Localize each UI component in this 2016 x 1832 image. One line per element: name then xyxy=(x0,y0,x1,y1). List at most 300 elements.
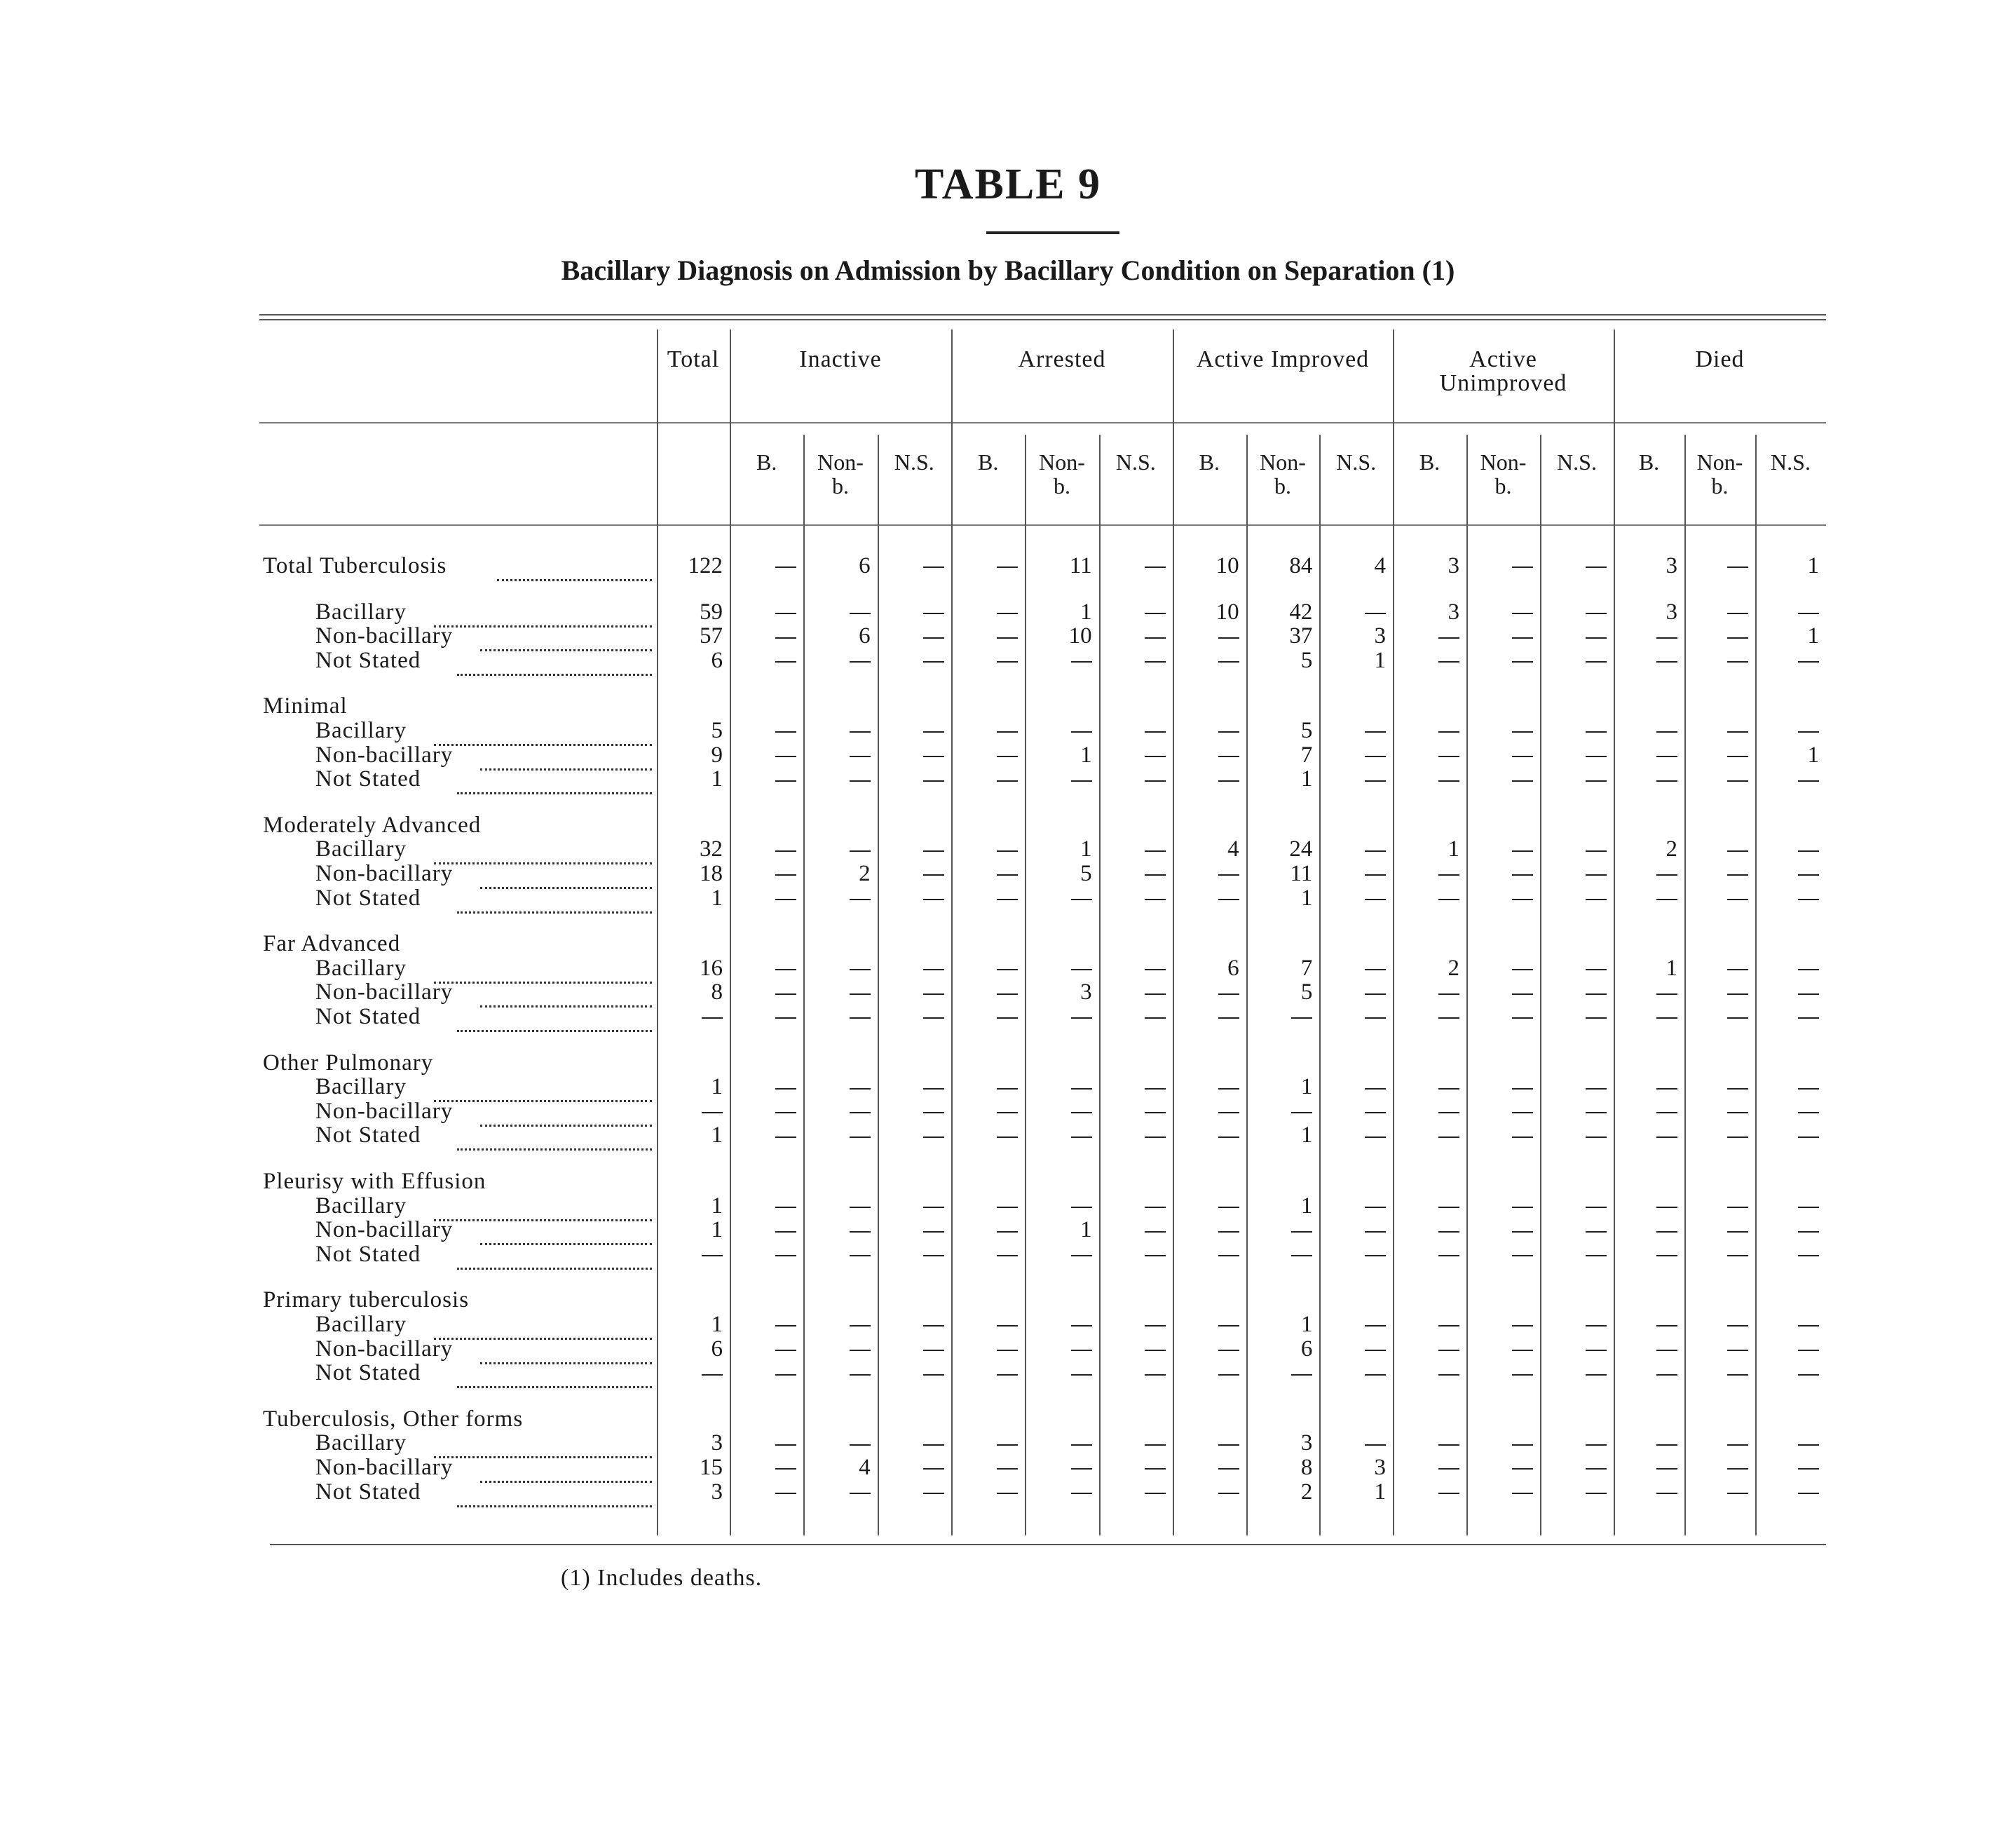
dash-mark xyxy=(1798,731,1819,733)
table-cell xyxy=(951,1361,1018,1385)
dash-mark xyxy=(997,731,1018,733)
dash-mark xyxy=(775,1136,796,1138)
table-cell xyxy=(1099,862,1166,886)
table-cell xyxy=(878,719,944,742)
dash-mark xyxy=(923,731,944,733)
table-cell: 1 xyxy=(1080,742,1092,768)
table-cell xyxy=(951,719,1018,742)
table-cell xyxy=(878,1005,944,1029)
table-cell xyxy=(730,886,796,910)
dash-mark xyxy=(997,1468,1018,1470)
table-cell: 2 xyxy=(1300,1479,1313,1505)
table-cell: 3 xyxy=(1666,599,1677,625)
dash-mark xyxy=(850,1493,871,1494)
table-cell xyxy=(1540,862,1607,886)
table-cell xyxy=(1540,1005,1607,1029)
dash-mark xyxy=(1798,1255,1819,1256)
table-cell xyxy=(730,1456,796,1479)
table-cell xyxy=(1466,837,1533,861)
dash-mark xyxy=(1438,1468,1459,1470)
table-cell xyxy=(1246,1005,1313,1029)
section-label: Moderately Advanced xyxy=(263,812,482,838)
table-cell xyxy=(1684,1075,1748,1099)
row-label: Not Stated xyxy=(315,647,421,673)
table-cell xyxy=(1614,1456,1677,1479)
table-cell: 1 xyxy=(711,1122,723,1148)
dash-mark xyxy=(775,613,796,614)
dash-mark xyxy=(1438,874,1459,876)
table-cell: 4 xyxy=(859,1455,871,1480)
dash-mark xyxy=(923,1136,944,1138)
dash-mark xyxy=(1365,731,1386,733)
table-cell xyxy=(951,1312,1018,1336)
table-cell xyxy=(1099,1431,1166,1455)
row-label: Non-bacillary xyxy=(315,1098,454,1124)
dash-mark xyxy=(1071,1017,1092,1019)
leader-dots xyxy=(434,841,653,864)
table-cell xyxy=(1466,886,1533,910)
table-cell: 1 xyxy=(711,766,723,792)
table-cell: 16 xyxy=(700,955,723,981)
dash-mark xyxy=(775,661,796,663)
table-cell xyxy=(878,1099,944,1123)
dash-mark xyxy=(1656,1493,1677,1494)
column-sub-header: B. xyxy=(1638,449,1660,475)
table-cell: 1 xyxy=(1300,1312,1313,1337)
table-cell xyxy=(1755,956,1819,980)
table-cell xyxy=(803,886,870,910)
table-cell xyxy=(878,1431,944,1455)
dash-mark xyxy=(1365,756,1386,757)
column-sub-header: Non- b. xyxy=(1696,449,1743,498)
table-cell xyxy=(1466,1218,1533,1242)
dash-mark xyxy=(1656,899,1677,900)
table-cell xyxy=(1173,1005,1239,1029)
dash-mark xyxy=(997,1088,1018,1090)
table-cell xyxy=(951,1123,1018,1147)
table-cell: 1 xyxy=(711,1312,723,1337)
dash-mark xyxy=(1145,1088,1166,1090)
dash-mark xyxy=(1145,1231,1166,1233)
dash-mark xyxy=(1071,1493,1092,1494)
table-cell xyxy=(1173,624,1239,648)
table-cell: 1 xyxy=(1080,599,1092,625)
table-cell xyxy=(803,1075,870,1099)
table-cell xyxy=(951,1337,1018,1361)
column-sub-header: B. xyxy=(1199,449,1220,475)
dash-mark xyxy=(850,661,871,663)
table-cell xyxy=(1755,837,1819,861)
table-cell xyxy=(951,837,1018,861)
dash-mark xyxy=(997,1207,1018,1208)
column-group-header: Inactive xyxy=(799,346,882,372)
dash-mark xyxy=(1145,1444,1166,1446)
dash-mark xyxy=(850,1112,871,1113)
dash-mark xyxy=(1798,1207,1819,1208)
dash-mark xyxy=(775,1444,796,1446)
dash-mark xyxy=(997,993,1018,995)
dash-mark xyxy=(1512,566,1533,568)
table-cell xyxy=(1466,1456,1533,1479)
table-cell xyxy=(1025,1480,1091,1504)
dash-mark xyxy=(1727,756,1748,757)
dash-mark xyxy=(1438,731,1459,733)
dash-mark xyxy=(1145,1325,1166,1326)
leader-dots xyxy=(434,1198,653,1221)
dash-mark xyxy=(1656,1325,1677,1326)
table-cell xyxy=(1393,767,1459,791)
table-cell xyxy=(1319,767,1386,791)
table-cell xyxy=(1099,649,1166,672)
section-label: Primary tuberculosis xyxy=(263,1287,470,1313)
dash-mark xyxy=(1438,1493,1459,1494)
table-cell xyxy=(1540,1456,1607,1479)
dash-mark xyxy=(850,756,871,757)
table-cell xyxy=(1099,886,1166,910)
dash-mark xyxy=(1145,874,1166,876)
dash-mark xyxy=(775,1017,796,1019)
leader-dots xyxy=(434,1435,653,1458)
dash-mark xyxy=(1727,661,1748,663)
dash-mark xyxy=(850,1374,871,1376)
dash-mark xyxy=(1145,1112,1166,1113)
dash-mark xyxy=(1586,899,1607,900)
leader-dots xyxy=(480,1341,653,1364)
dash-mark xyxy=(1365,1088,1386,1090)
table-cell xyxy=(803,837,870,861)
dash-mark xyxy=(1656,1374,1677,1376)
row-label: Bacillary xyxy=(315,718,407,743)
table-cell xyxy=(878,1480,944,1504)
row-label: Bacillary xyxy=(315,1430,407,1456)
dash-mark xyxy=(1656,756,1677,757)
table-cell xyxy=(878,886,944,910)
dash-mark xyxy=(1365,1136,1386,1138)
table-cell xyxy=(1540,1075,1607,1099)
dash-mark xyxy=(1365,1112,1386,1113)
table-cell xyxy=(1540,600,1607,624)
row-label: Total Tuberculosis xyxy=(263,553,447,578)
table-cell xyxy=(878,1075,944,1099)
table-cell xyxy=(1173,886,1239,910)
dash-mark xyxy=(702,1374,723,1376)
dash-mark xyxy=(775,637,796,639)
dash-mark xyxy=(1798,993,1819,995)
dash-mark xyxy=(923,1374,944,1376)
bottom-rule xyxy=(270,1544,1826,1545)
dash-mark xyxy=(1365,1374,1386,1376)
table-cell xyxy=(1319,1194,1386,1218)
table-cell xyxy=(1466,600,1533,624)
table-cell xyxy=(1173,1361,1239,1385)
table-cell xyxy=(1684,1242,1748,1266)
table-cell xyxy=(1319,1361,1386,1385)
table-cell xyxy=(1099,1312,1166,1336)
dash-mark xyxy=(1145,731,1166,733)
table-cell xyxy=(1173,767,1239,791)
dash-mark xyxy=(1218,1255,1239,1256)
dash-mark xyxy=(1656,661,1677,663)
dash-mark xyxy=(997,1444,1018,1446)
dash-mark xyxy=(923,1231,944,1233)
row-label: Bacillary xyxy=(315,1312,407,1337)
table-cell xyxy=(730,767,796,791)
dash-mark xyxy=(1586,1468,1607,1470)
table-cell xyxy=(1319,743,1386,767)
table-cell xyxy=(1540,1337,1607,1361)
table-cell xyxy=(1025,1242,1091,1266)
dash-mark xyxy=(1218,1088,1239,1090)
table-cell xyxy=(1614,649,1677,672)
dash-mark xyxy=(1798,1112,1819,1113)
dash-mark xyxy=(997,637,1018,639)
dash-mark xyxy=(1798,874,1819,876)
table-cell xyxy=(1614,1218,1677,1242)
dash-mark xyxy=(923,850,944,852)
dash-mark xyxy=(1727,1374,1748,1376)
row-label: Not Stated xyxy=(315,1360,421,1386)
dash-mark xyxy=(1218,1325,1239,1326)
dash-mark xyxy=(775,1325,796,1326)
leader-dots xyxy=(480,747,653,771)
dash-mark xyxy=(1071,1374,1092,1376)
table-cell xyxy=(1755,1480,1819,1504)
table-cell xyxy=(1173,1456,1239,1479)
table-cell xyxy=(803,956,870,980)
dash-mark xyxy=(850,850,871,852)
table-cell xyxy=(1393,862,1459,886)
table-cell xyxy=(1540,1123,1607,1147)
table-cell xyxy=(1684,1194,1748,1218)
dash-mark xyxy=(923,613,944,614)
dash-mark xyxy=(1586,1350,1607,1351)
dash-mark xyxy=(1727,1444,1748,1446)
table-cell xyxy=(878,1218,944,1242)
table-cell xyxy=(1099,1242,1166,1266)
table-cell xyxy=(1540,1242,1607,1266)
dash-mark xyxy=(1438,661,1459,663)
table-cell: 10 xyxy=(1215,553,1239,578)
table-cell: 3 xyxy=(1080,979,1092,1005)
table-cell: 3 xyxy=(1448,553,1459,578)
table-cell xyxy=(1246,1099,1313,1123)
leader-dots xyxy=(457,1365,653,1388)
dash-mark xyxy=(1798,1444,1819,1446)
dash-mark xyxy=(1145,1255,1166,1256)
dash-mark xyxy=(1218,1350,1239,1351)
table-cell xyxy=(1173,1099,1239,1123)
dash-mark xyxy=(775,756,796,757)
table-cell xyxy=(1614,1194,1677,1218)
row-label: Non-bacillary xyxy=(315,1217,454,1243)
table-cell xyxy=(1540,1361,1607,1385)
table-cell xyxy=(1540,554,1607,578)
dash-mark xyxy=(1438,1374,1459,1376)
dash-mark xyxy=(1727,1017,1748,1019)
table-cell: 7 xyxy=(1300,742,1313,768)
dash-mark xyxy=(1727,1255,1748,1256)
table-cell xyxy=(1614,1005,1677,1029)
table-cell xyxy=(1025,1337,1091,1361)
table-cell: 1 xyxy=(1300,1122,1313,1148)
row-label: Bacillary xyxy=(315,1074,407,1100)
table-cell xyxy=(1684,1123,1748,1147)
dash-mark xyxy=(1798,780,1819,782)
dash-mark xyxy=(1365,1231,1386,1233)
table-cell xyxy=(803,1123,870,1147)
dash-mark xyxy=(1145,637,1166,639)
column-header-total: Total xyxy=(667,346,720,372)
table-cell: 1 xyxy=(1807,553,1819,578)
dash-mark xyxy=(702,1112,723,1113)
table-cell xyxy=(878,1456,944,1479)
table-cell xyxy=(1684,624,1748,648)
table-cell: 10 xyxy=(1215,599,1239,625)
table-title: TABLE 9 xyxy=(914,161,1102,208)
dash-mark xyxy=(1071,1207,1092,1208)
dash-mark xyxy=(1145,613,1166,614)
dash-mark xyxy=(1727,1112,1748,1113)
dash-mark xyxy=(1438,1231,1459,1233)
table-cell xyxy=(1614,1361,1677,1385)
table-cell xyxy=(803,649,870,672)
dash-mark xyxy=(1656,1255,1677,1256)
dash-mark xyxy=(923,899,944,900)
dash-mark xyxy=(1291,1255,1312,1256)
table-cell xyxy=(1540,649,1607,672)
dash-mark xyxy=(997,899,1018,900)
table-cell xyxy=(730,956,796,980)
dash-mark xyxy=(1365,899,1386,900)
table-cell xyxy=(1025,1099,1091,1123)
table-cell xyxy=(951,600,1018,624)
dash-mark xyxy=(1512,637,1533,639)
dash-mark xyxy=(1365,613,1386,614)
table-cell: 24 xyxy=(1289,836,1313,862)
column-sub-header: Non- b. xyxy=(1480,449,1527,498)
table-cell xyxy=(1466,719,1533,742)
dash-mark xyxy=(1438,1136,1459,1138)
row-label: Bacillary xyxy=(315,955,407,981)
table-cell xyxy=(1684,837,1748,861)
dash-mark xyxy=(1586,756,1607,757)
table-cell xyxy=(730,1431,796,1455)
table-cell xyxy=(1466,1005,1533,1029)
dash-mark xyxy=(923,1468,944,1470)
table-cell xyxy=(878,649,944,672)
table-cell xyxy=(730,719,796,742)
table-cell: 4 xyxy=(1374,553,1386,578)
table-cell xyxy=(1755,1194,1819,1218)
column-sub-header: N.S. xyxy=(1771,449,1811,475)
table-cell xyxy=(1099,956,1166,980)
dash-mark xyxy=(1218,1493,1239,1494)
dash-mark xyxy=(1586,1255,1607,1256)
dash-mark xyxy=(1656,780,1677,782)
table-cell xyxy=(803,600,870,624)
table-cell xyxy=(1025,1431,1091,1455)
column-sub-header: N.S. xyxy=(1336,449,1377,475)
table-cell: 1 xyxy=(1374,1479,1386,1505)
table-cell xyxy=(730,980,796,1004)
dash-mark xyxy=(1071,1444,1092,1446)
dash-mark xyxy=(997,1493,1018,1494)
footnote: (1) Includes deaths. xyxy=(561,1565,763,1591)
dash-mark xyxy=(1438,1017,1459,1019)
table-cell xyxy=(1025,1075,1091,1099)
dash-mark xyxy=(923,637,944,639)
table-cell xyxy=(1755,980,1819,1004)
table-cell xyxy=(1755,1075,1819,1099)
dash-mark xyxy=(1512,1325,1533,1326)
table-cell xyxy=(878,624,944,648)
dash-mark xyxy=(1798,1325,1819,1326)
table-cell xyxy=(1246,1218,1313,1242)
table-cell xyxy=(1099,1194,1166,1218)
table-cell xyxy=(1614,767,1677,791)
table-cell xyxy=(1540,1431,1607,1455)
dash-mark xyxy=(923,1207,944,1208)
column-group-header: Arrested xyxy=(1018,346,1106,372)
dash-mark xyxy=(1727,993,1748,995)
dash-mark xyxy=(1586,1136,1607,1138)
table-cell xyxy=(1025,1194,1091,1218)
column-group-header: Died xyxy=(1695,346,1745,372)
table-cell xyxy=(951,1075,1018,1099)
table-cell xyxy=(1540,767,1607,791)
dash-mark xyxy=(1727,1493,1748,1494)
table-cell xyxy=(878,1361,944,1385)
leader-dots xyxy=(457,1247,653,1270)
table-cell xyxy=(1173,1480,1239,1504)
table-cell: 3 xyxy=(1448,599,1459,625)
dash-mark xyxy=(923,874,944,876)
dash-mark xyxy=(1145,993,1166,995)
table-cell xyxy=(1025,1456,1091,1479)
table-cell xyxy=(1319,1075,1386,1099)
dash-mark xyxy=(1586,613,1607,614)
table-cell: 59 xyxy=(700,599,723,625)
dash-mark xyxy=(1512,850,1533,852)
dash-mark xyxy=(775,731,796,733)
leader-dots xyxy=(434,961,653,984)
table-cell: 1 xyxy=(1300,766,1313,792)
table-cell xyxy=(1393,1099,1459,1123)
dash-mark xyxy=(997,850,1018,852)
table-cell xyxy=(1393,980,1459,1004)
dash-mark xyxy=(1145,1207,1166,1208)
table-cell xyxy=(1025,886,1091,910)
dash-mark xyxy=(1438,756,1459,757)
dash-mark xyxy=(1512,899,1533,900)
leader-dots xyxy=(480,984,653,1007)
table-cell xyxy=(1025,956,1091,980)
table-cell xyxy=(1540,886,1607,910)
table-cell xyxy=(1319,862,1386,886)
table-cell xyxy=(1614,1312,1677,1336)
table-cell xyxy=(1540,956,1607,980)
dash-mark xyxy=(923,756,944,757)
dash-mark xyxy=(1071,731,1092,733)
table-cell xyxy=(803,1194,870,1218)
table-cell xyxy=(1684,600,1748,624)
table-cell xyxy=(1755,1337,1819,1361)
dash-mark xyxy=(1586,780,1607,782)
dash-mark xyxy=(1727,1207,1748,1208)
leader-dots xyxy=(480,1104,653,1127)
dash-mark xyxy=(1512,1444,1533,1446)
dash-mark xyxy=(997,780,1018,782)
